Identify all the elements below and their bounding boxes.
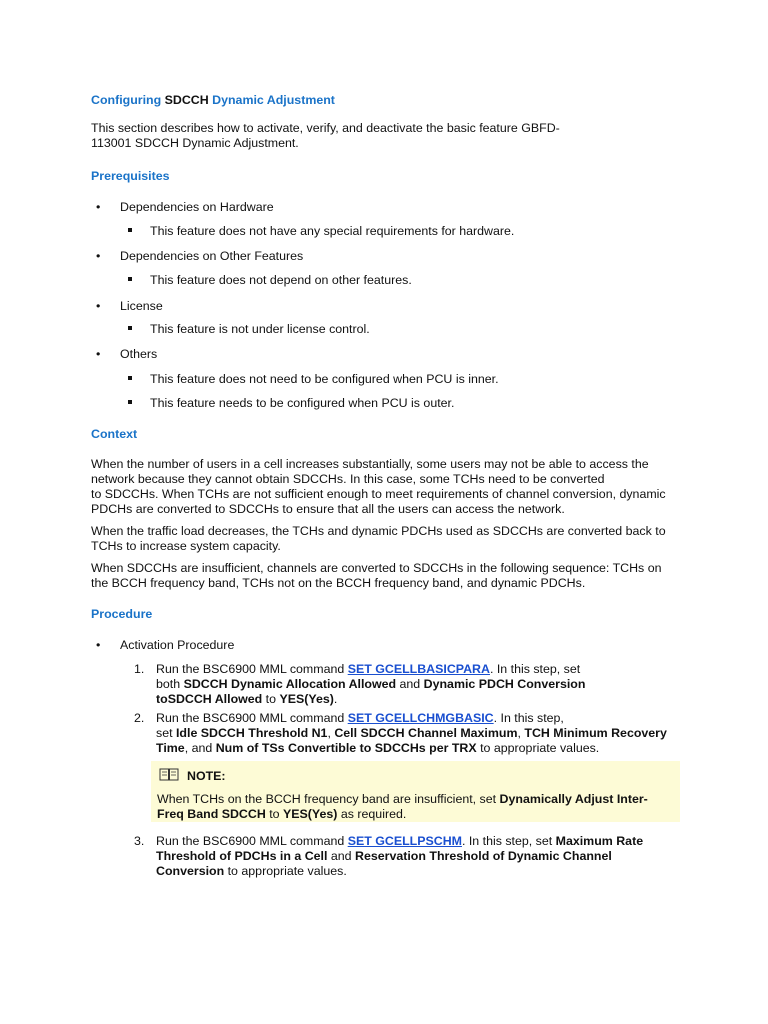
- step-text: and: [396, 677, 424, 691]
- parameter-name: Maximum Rate: [555, 834, 644, 848]
- step-text: . In this step, set: [461, 834, 556, 848]
- step-number: 2.: [134, 711, 145, 725]
- step-text: .: [333, 692, 338, 706]
- parameter-name: Time: [156, 741, 185, 755]
- context-p2-line-1: When the traffic load decreases, the TCHs and dynamic PDCHs used as SDCCHs are converted back to: [91, 524, 666, 538]
- step-text: Run the BSC6900 MML command: [156, 711, 348, 725]
- parameter-name: Threshold of PDCHs in a Cell: [156, 849, 328, 863]
- set-gcellpschm-link[interactable]: SET GCELLPSCHM: [347, 834, 462, 848]
- context-paragraph-3: [91, 561, 681, 591]
- step-body: [156, 662, 684, 707]
- title-keyword: SDCCH: [164, 93, 209, 107]
- page-title: [91, 93, 335, 107]
- note-text-part: as required.: [337, 807, 407, 821]
- step-text: to appropriate values.: [224, 864, 347, 878]
- parameter-name: Num of TSs Convertible to SDCCHs per TRX: [215, 741, 477, 755]
- context-p1-line-1: When the number of users in a cell increases substantially, some users may not be able to access the: [91, 457, 649, 471]
- note-text: [157, 792, 672, 822]
- set-gcellchmgbasic-link[interactable]: SET GCELLCHMGBASIC: [347, 711, 494, 725]
- bullet-icon: •: [96, 200, 101, 214]
- bullet-icon: •: [96, 638, 101, 652]
- sub-list-item-text: This feature needs to be configured when PCU is outer.: [150, 396, 455, 410]
- step-text: . In this step,: [493, 711, 564, 725]
- sub-list-item-text: This feature does not have any special requirements for hardware.: [150, 224, 515, 238]
- step-number: 1.: [134, 662, 145, 676]
- bullet-icon: •: [96, 299, 101, 313]
- parameter-name: Cell SDCCH Channel Maximum: [334, 726, 518, 740]
- title-part1: Configuring: [91, 93, 165, 107]
- context-paragraph-2: [91, 524, 681, 554]
- parameter-name: Reservation Threshold of Dynamic Channel: [355, 849, 612, 863]
- activation-procedure-label: Activation Procedure: [120, 638, 235, 652]
- step-text: set: [156, 726, 176, 740]
- square-bullet-icon: [128, 228, 132, 232]
- sub-list-item-text: This feature does not depend on other features.: [150, 273, 412, 287]
- intro-paragraph: [91, 121, 681, 151]
- parameter-value: YES(Yes): [279, 692, 334, 706]
- square-bullet-icon: [128, 400, 132, 404]
- step-text: Run the BSC6900 MML command: [156, 834, 348, 848]
- step-text: to: [262, 692, 280, 706]
- list-item-label: Dependencies on Other Features: [120, 249, 304, 263]
- list-item-label: License: [120, 299, 163, 313]
- bullet-icon: •: [96, 249, 101, 263]
- context-heading: Context: [91, 427, 138, 441]
- parameter-name: toSDCCH Allowed: [156, 692, 263, 706]
- parameter-value: YES(Yes): [283, 807, 338, 821]
- note-box: [151, 761, 680, 822]
- step-text: ,: [327, 726, 335, 740]
- sub-list-item-text: This feature does not need to be configured when PCU is inner.: [150, 372, 499, 386]
- note-text-part: When TCHs on the BCCH frequency band are insufficient, set: [157, 792, 500, 806]
- step-text: to appropriate values.: [476, 741, 600, 755]
- parameter-name: Dynamic PDCH Conversion: [423, 677, 586, 691]
- parameter-name: Conversion: [156, 864, 225, 878]
- parameter-name: Dynamically Adjust Inter-: [499, 792, 648, 806]
- step-text: ,: [517, 726, 525, 740]
- step-text: and: [327, 849, 355, 863]
- book-icon: [159, 767, 179, 781]
- sub-list-item-text: This feature is not under license control.: [150, 322, 370, 336]
- parameter-name: Idle SDCCH Threshold N1: [175, 726, 328, 740]
- square-bullet-icon: [128, 277, 132, 281]
- parameter-name: TCH Minimum Recovery: [524, 726, 667, 740]
- step-number: 3.: [134, 834, 145, 848]
- context-p3-line-1: When SDCCHs are insufficient, channels are converted to SDCCHs in the following sequence: TCHs on: [91, 561, 662, 575]
- context-p1-line-2: network because they cannot obtain SDCCHs. In this case, some TCHs need to be converted: [91, 472, 605, 486]
- list-item-label: Dependencies on Hardware: [120, 200, 274, 214]
- note-label: NOTE:: [187, 769, 226, 783]
- context-p1-line-3: to SDCCHs. When TCHs are not sufficient enough to meet requirements of channel conversion, dynamic: [91, 487, 666, 501]
- step-text: Run the BSC6900 MML command: [156, 662, 348, 676]
- bullet-icon: •: [96, 347, 101, 361]
- context-p2-line-2: TCHs to increase system capacity.: [91, 539, 281, 553]
- square-bullet-icon: [128, 376, 132, 380]
- context-p3-line-2: the BCCH frequency band, TCHs not on the BCCH frequency band, and dynamic PDCHs.: [91, 576, 586, 590]
- title-part3: Dynamic Adjustment: [208, 93, 335, 107]
- step-body: [156, 834, 684, 879]
- step-text: both: [156, 677, 184, 691]
- square-bullet-icon: [128, 326, 132, 330]
- list-item-label: Others: [120, 347, 158, 361]
- step-body: [156, 711, 684, 756]
- set-gcellbasicpara-link[interactable]: SET GCELLBASICPARA: [347, 662, 490, 676]
- note-text-part: to: [265, 807, 283, 821]
- context-paragraph-1: [91, 457, 681, 517]
- step-text: , and: [184, 741, 216, 755]
- procedure-heading: Procedure: [91, 607, 153, 621]
- intro-line-2: 113001 SDCCH Dynamic Adjustment.: [91, 136, 299, 150]
- parameter-name: SDCCH Dynamic Allocation Allowed: [183, 677, 397, 691]
- parameter-name: Freq Band SDCCH: [157, 807, 266, 821]
- prerequisites-heading: Prerequisites: [91, 169, 170, 183]
- intro-line-1: This section describes how to activate, verify, and deactivate the basic feature GBFD-: [91, 121, 560, 135]
- context-p1-line-4: PDCHs are converted to SDCCHs to ensure that all the users can access the network.: [91, 502, 565, 516]
- step-text: . In this step, set: [489, 662, 581, 676]
